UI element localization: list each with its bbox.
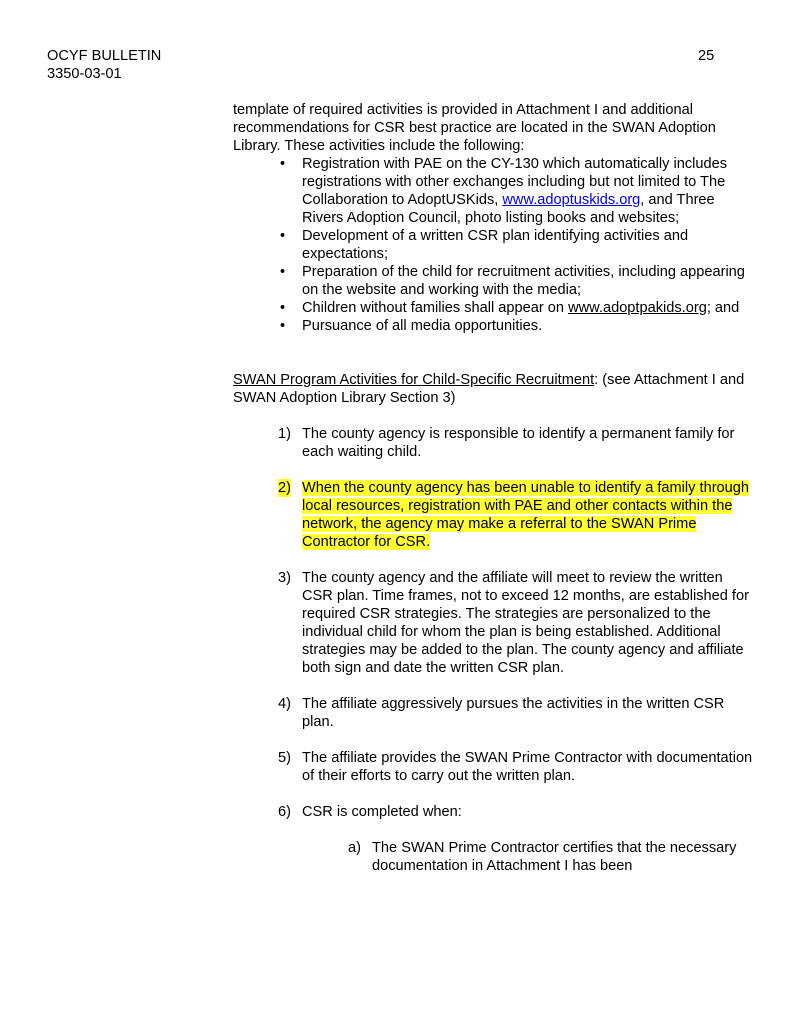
bullet-icon: • [280, 318, 286, 334]
document-body [233, 101, 753, 875]
page-number: 25 [698, 48, 715, 64]
bulletin-title: OCYF BULLETIN [47, 48, 162, 64]
list-item-text: , and Three Rivers Adoption Council, photo listing books and websites; [302, 192, 715, 226]
intro-paragraph: template of required activities is provided in Attachment I and additional recommendations for CSR best practice are located in the SWAN Adoption Library. These activities include the following: [233, 102, 716, 154]
list-item [233, 263, 753, 299]
spacer [233, 551, 753, 569]
step-text: The affiliate provides the SWAN Prime Contractor with documentation of their efforts to carry out the written plan. [302, 750, 753, 784]
list-item [233, 317, 753, 335]
section-heading: SWAN Program Activities for Child-Specific Recruitment [233, 372, 595, 388]
list-item [233, 299, 753, 317]
bullet-icon: • [280, 300, 286, 316]
list-item-text: Development of a written CSR plan identifying activities and expectations; [302, 228, 689, 262]
step-text: The county agency is responsible to identify a permanent family for each waiting child. [302, 426, 735, 460]
step-number: 6) [278, 804, 291, 820]
adoptpakids-link[interactable]: www.adoptpakids.org [568, 300, 707, 316]
adoptuskids-link[interactable]: www.adoptuskids.org [502, 192, 641, 208]
step-item [233, 803, 753, 821]
bullet-icon: • [280, 156, 286, 172]
step-text: CSR is completed when: [302, 804, 462, 820]
bulletin-number: 3350-03-01 [47, 66, 122, 82]
step-item [233, 425, 753, 461]
list-item-text: Registration with PAE on the CY-130 which automatically includes registrations with other exchanges including but not limited to The Collaboration to AdoptUSKids, [302, 156, 728, 208]
spacer [233, 785, 753, 803]
list-item [233, 155, 753, 227]
section-heading-paragraph [233, 371, 753, 407]
list-item-text: Children without families shall appear on [302, 300, 565, 316]
step-number: 3) [278, 570, 291, 586]
substep-item [233, 839, 753, 875]
spacer [233, 731, 753, 749]
step-number: 5) [278, 750, 291, 766]
activities-list [233, 155, 753, 335]
section-heading-rest: : (see Attachment I and SWAN Adoption Library Section 3) [233, 372, 745, 406]
step-number: 1) [278, 426, 291, 442]
bulletin-header [47, 47, 161, 83]
step-item [233, 695, 753, 731]
bullet-icon: • [280, 264, 286, 280]
step-item [233, 749, 753, 785]
step-item-highlighted [233, 479, 753, 551]
spacer [233, 461, 753, 479]
step-number: 4) [278, 696, 291, 712]
step-item [233, 569, 753, 677]
bullet-icon: • [280, 228, 286, 244]
substep-letter: a) [348, 840, 361, 856]
list-item-text: Pursuance of all media opportunities. [302, 318, 543, 334]
steps-list [233, 425, 753, 821]
step-text: The county agency and the affiliate will meet to review the written CSR plan. Time frames, not to exceed 12 months, are established for required CSR strategies. The strategies are personalized to the individual child for whom the plan is being established. Additional strategies may be added to the plan. The county agency and affiliate both sign and date the written CSR plan. [302, 570, 749, 676]
substep-text: The SWAN Prime Contractor certifies that the necessary documentation in Attachment I has been [372, 840, 737, 874]
step-number: 2) [278, 480, 291, 496]
list-item-text: ; and [706, 300, 740, 316]
step-text: When the county agency has been unable to identify a family through local resources, registration with PAE and other contacts within the network, the agency may make a referral to the SWAN Prime Contractor for CSR. [302, 480, 750, 550]
step-text: The affiliate aggressively pursues the activities in the written CSR plan. [302, 696, 725, 730]
list-item-text: Preparation of the child for recruitment activities, including appearing on the website and working with the media; [302, 264, 745, 298]
list-item [233, 227, 753, 263]
spacer [233, 677, 753, 695]
